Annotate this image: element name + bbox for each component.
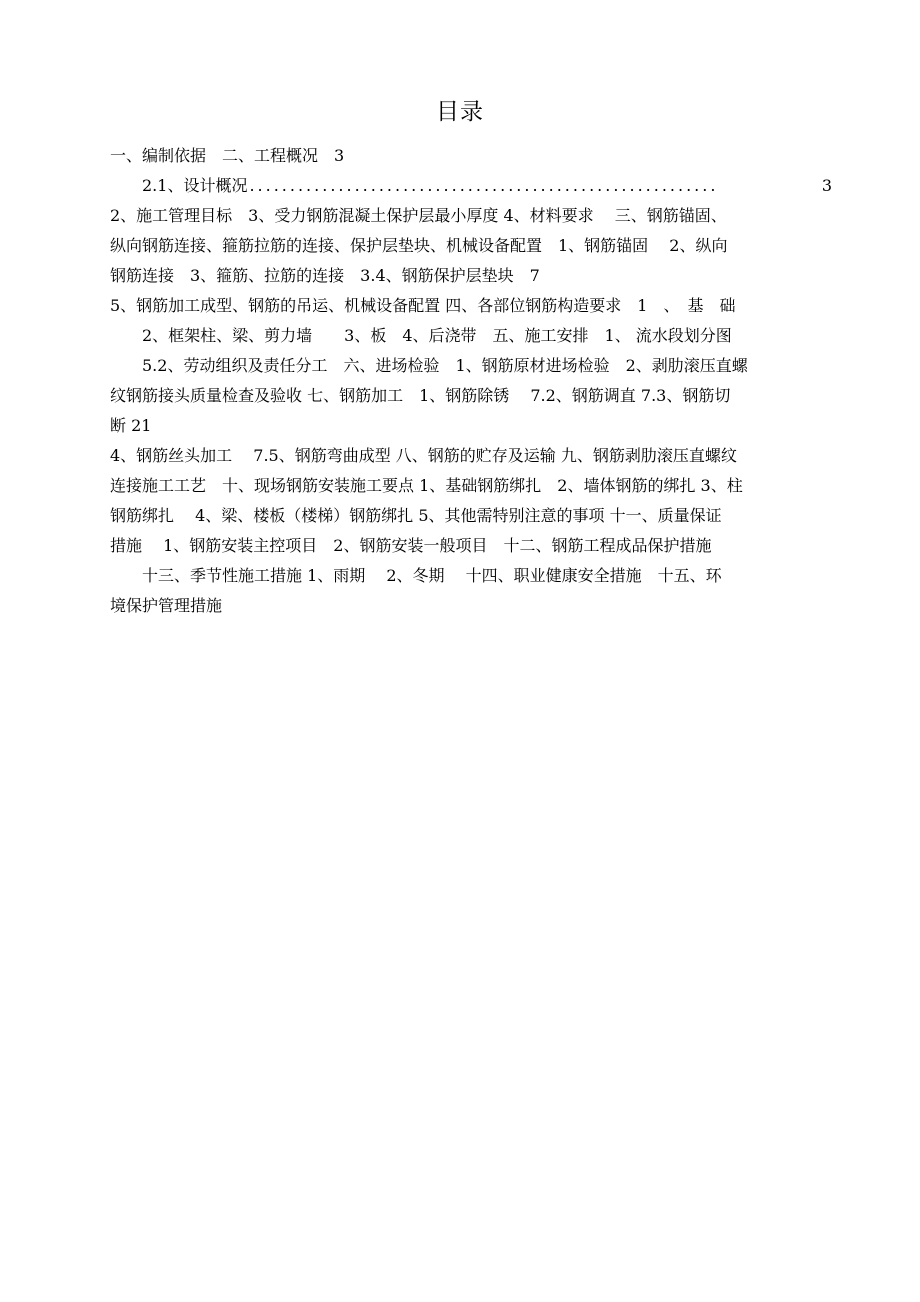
toc-line: 4、钢筋丝头加工 7.5、钢筋弯曲成型 八、钢筋的贮存及运输 九、钢筋剥肋滚压直螺纹 (110, 446, 737, 465)
toc-line: 5.2、劳动组织及责任分工 六、进场检验 1、钢筋原材进场检验 2、剥肋滚压直螺 (142, 356, 748, 375)
toc-line: 钢筋连接 3、箍筋、拉筋的连接 3.4、钢筋保护层垫块 7 (110, 266, 540, 285)
toc-line: 纵向钢筋连接、箍筋拉筋的连接、保护层垫块、机械设备配置 1、钢筋锚固 2、纵向 (110, 236, 728, 255)
toc-dot-leader: .......................................................... (249, 176, 719, 195)
toc-line: 连接施工工艺 十、现场钢筋安装施工要点 1、基础钢筋绑扎 2、墙体钢筋的绑扎 3、柱 (110, 476, 743, 495)
toc-line: 5、钢筋加工成型、钢筋的吊运、机械设备配置 四、各部位钢筋构造要求 1 、 基 础 (110, 296, 736, 315)
toc-line: 钢筋绑扎 4、梁、楼板（楼梯）钢筋绑扎 5、其他需特别注意的事项 十一、质量保证 (110, 506, 722, 525)
toc-line: 境保护管理措施 (110, 596, 223, 615)
toc-page-number: 3 (821, 176, 832, 195)
toc-entry-label: 2.1、设计概况 (142, 176, 248, 195)
toc-entry-2-1[interactable] (110, 171, 832, 201)
toc-line: 十三、季节性施工措施 1、雨期 2、冬期 十四、职业健康安全措施 十五、环 (142, 566, 722, 585)
toc-body (110, 141, 832, 622)
toc-line: 2、施工管理目标 3、受力钢筋混凝土保护层最小厚度 4、材料要求 三、钢筋锚固、 (110, 206, 727, 225)
toc-line: 2、框架柱、梁、剪力墙 3、板 4、后浇带 五、施工安排 1、 流水段划分图 (142, 326, 732, 345)
toc-line: 措施 1、钢筋安装主控项目 2、钢筋安装一般项目 十二、钢筋工程成品保护措施 (110, 536, 712, 555)
toc-line: 一、编制依据 二、工程概况 3 (110, 146, 345, 165)
toc-line: 断 21 (110, 416, 152, 435)
toc-line: 纹钢筋接头质量检查及验收 七、钢筋加工 1、钢筋除锈 7.2、钢筋调直 7.3、钢筋切 (110, 386, 731, 405)
toc-title: 目录 (436, 99, 484, 125)
